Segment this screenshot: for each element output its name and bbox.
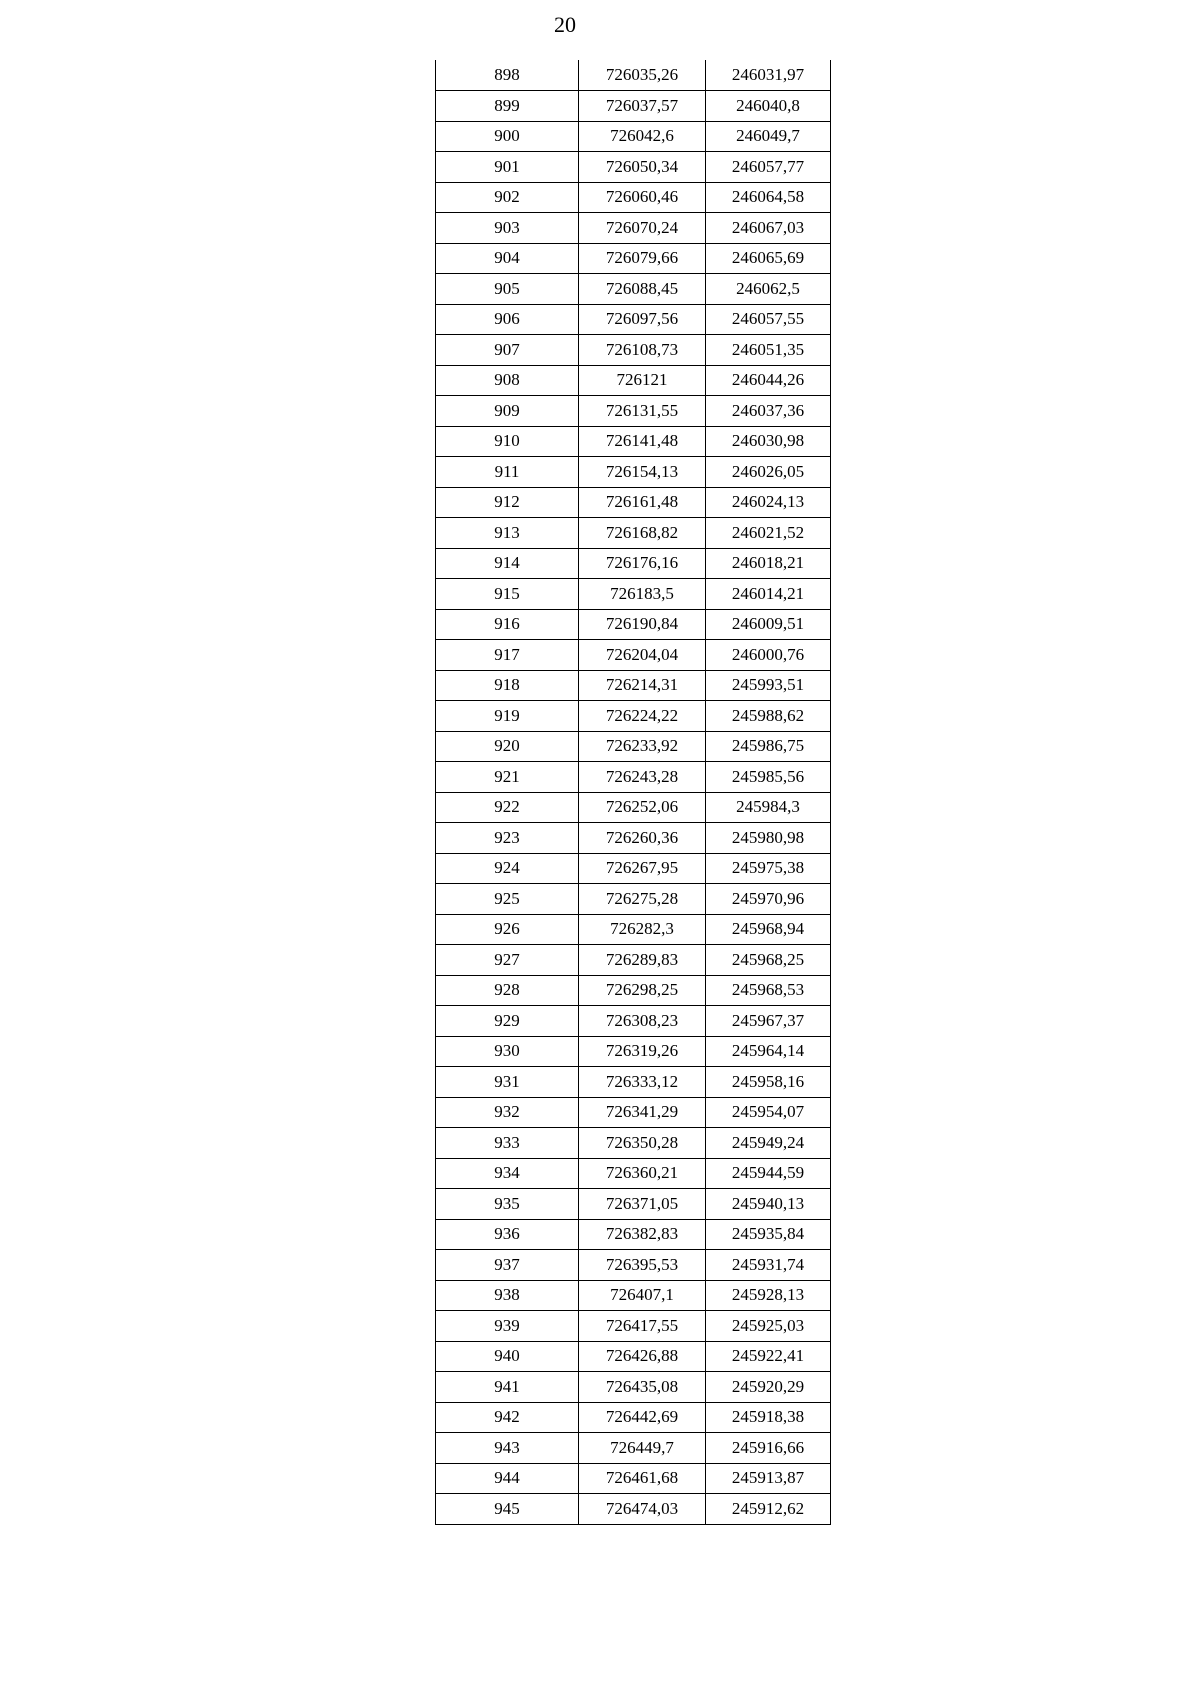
table-row [436,1433,831,1464]
point-number-cell: 928 [436,975,579,1006]
table-row [436,1097,831,1128]
point-number-cell: 920 [436,731,579,762]
x-coordinate-cell: 726417,55 [579,1311,706,1342]
point-number-cell: 898 [436,60,579,91]
y-coordinate-cell: 246057,55 [706,304,831,335]
x-coordinate-cell: 726442,69 [579,1402,706,1433]
y-coordinate-cell: 246065,69 [706,243,831,274]
point-number-cell: 940 [436,1341,579,1372]
y-coordinate-cell: 245968,53 [706,975,831,1006]
x-coordinate-cell: 726395,53 [579,1250,706,1281]
table-row [436,853,831,884]
x-coordinate-cell: 726474,03 [579,1494,706,1525]
table-row [436,701,831,732]
y-coordinate-cell: 246049,7 [706,121,831,152]
table-row [436,1494,831,1525]
point-number-cell: 936 [436,1219,579,1250]
point-number-cell: 943 [436,1433,579,1464]
coordinates-table-body [436,60,831,1524]
y-coordinate-cell: 245916,66 [706,1433,831,1464]
y-coordinate-cell: 246018,21 [706,548,831,579]
x-coordinate-cell: 726079,66 [579,243,706,274]
x-coordinate-cell: 726260,36 [579,823,706,854]
y-coordinate-cell: 245958,16 [706,1067,831,1098]
table-row [436,914,831,945]
y-coordinate-cell: 245925,03 [706,1311,831,1342]
x-coordinate-cell: 726371,05 [579,1189,706,1220]
y-coordinate-cell: 245968,94 [706,914,831,945]
point-number-cell: 941 [436,1372,579,1403]
x-coordinate-cell: 726070,24 [579,213,706,244]
table-row [436,426,831,457]
y-coordinate-cell: 245935,84 [706,1219,831,1250]
y-coordinate-cell: 246062,5 [706,274,831,305]
y-coordinate-cell: 245944,59 [706,1158,831,1189]
point-number-cell: 929 [436,1006,579,1037]
point-number-cell: 908 [436,365,579,396]
point-number-cell: 924 [436,853,579,884]
table-row [436,1128,831,1159]
table-row [436,792,831,823]
y-coordinate-cell: 245922,41 [706,1341,831,1372]
x-coordinate-cell: 726350,28 [579,1128,706,1159]
x-coordinate-cell: 726141,48 [579,426,706,457]
x-coordinate-cell: 726037,57 [579,91,706,122]
point-number-cell: 915 [436,579,579,610]
point-number-cell: 914 [436,548,579,579]
coordinates-table [435,60,831,1525]
table-row [436,1036,831,1067]
x-coordinate-cell: 726190,84 [579,609,706,640]
x-coordinate-cell: 726298,25 [579,975,706,1006]
x-coordinate-cell: 726426,88 [579,1341,706,1372]
y-coordinate-cell: 245980,98 [706,823,831,854]
point-number-cell: 901 [436,152,579,183]
table-row [436,335,831,366]
table-row [436,1067,831,1098]
x-coordinate-cell: 726168,82 [579,518,706,549]
point-number-cell: 932 [436,1097,579,1128]
x-coordinate-cell: 726224,22 [579,701,706,732]
x-coordinate-cell: 726121 [579,365,706,396]
point-number-cell: 922 [436,792,579,823]
y-coordinate-cell: 246021,52 [706,518,831,549]
table-row [436,1219,831,1250]
x-coordinate-cell: 726050,34 [579,152,706,183]
point-number-cell: 926 [436,914,579,945]
point-number-cell: 916 [436,609,579,640]
point-number-cell: 937 [436,1250,579,1281]
point-number-cell: 942 [436,1402,579,1433]
table-row [436,1250,831,1281]
x-coordinate-cell: 726214,31 [579,670,706,701]
x-coordinate-cell: 726289,83 [579,945,706,976]
table-row [436,365,831,396]
x-coordinate-cell: 726176,16 [579,548,706,579]
y-coordinate-cell: 245940,13 [706,1189,831,1220]
table-row [436,304,831,335]
x-coordinate-cell: 726341,29 [579,1097,706,1128]
page-number: 20 [554,12,576,37]
y-coordinate-cell: 245912,62 [706,1494,831,1525]
table-row [436,1341,831,1372]
x-coordinate-cell: 726319,26 [579,1036,706,1067]
table-row [436,945,831,976]
y-coordinate-cell: 246051,35 [706,335,831,366]
point-number-cell: 903 [436,213,579,244]
y-coordinate-cell: 245918,38 [706,1402,831,1433]
x-coordinate-cell: 726282,3 [579,914,706,945]
table-row [436,609,831,640]
point-number-cell: 935 [436,1189,579,1220]
point-number-cell: 925 [436,884,579,915]
table-row [436,1463,831,1494]
x-coordinate-cell: 726435,08 [579,1372,706,1403]
point-number-cell: 904 [436,243,579,274]
y-coordinate-cell: 246067,03 [706,213,831,244]
point-number-cell: 933 [436,1128,579,1159]
table-row [436,243,831,274]
point-number-cell: 900 [436,121,579,152]
point-number-cell: 907 [436,335,579,366]
x-coordinate-cell: 726154,13 [579,457,706,488]
y-coordinate-cell: 246037,36 [706,396,831,427]
table-row [436,579,831,610]
point-number-cell: 930 [436,1036,579,1067]
point-number-cell: 902 [436,182,579,213]
table-row [436,1372,831,1403]
table-row [436,1311,831,1342]
point-number-cell: 919 [436,701,579,732]
x-coordinate-cell: 726060,46 [579,182,706,213]
x-coordinate-cell: 726183,5 [579,579,706,610]
y-coordinate-cell: 246014,21 [706,579,831,610]
point-number-cell: 912 [436,487,579,518]
table-row [436,1280,831,1311]
y-coordinate-cell: 246000,76 [706,640,831,671]
x-coordinate-cell: 726131,55 [579,396,706,427]
y-coordinate-cell: 246044,26 [706,365,831,396]
point-number-cell: 913 [436,518,579,549]
point-number-cell: 934 [436,1158,579,1189]
table-row [436,91,831,122]
y-coordinate-cell: 245975,38 [706,853,831,884]
table-row [436,457,831,488]
point-number-cell: 906 [436,304,579,335]
x-coordinate-cell: 726461,68 [579,1463,706,1494]
x-coordinate-cell: 726042,6 [579,121,706,152]
y-coordinate-cell: 245954,07 [706,1097,831,1128]
table-row [436,213,831,244]
table-row [436,60,831,91]
table-row [436,487,831,518]
y-coordinate-cell: 245920,29 [706,1372,831,1403]
y-coordinate-cell: 245949,24 [706,1128,831,1159]
x-coordinate-cell: 726088,45 [579,274,706,305]
y-coordinate-cell: 245964,14 [706,1036,831,1067]
y-coordinate-cell: 245993,51 [706,670,831,701]
point-number-cell: 921 [436,762,579,793]
y-coordinate-cell: 245928,13 [706,1280,831,1311]
x-coordinate-cell: 726407,1 [579,1280,706,1311]
y-coordinate-cell: 245913,87 [706,1463,831,1494]
point-number-cell: 923 [436,823,579,854]
y-coordinate-cell: 246009,51 [706,609,831,640]
y-coordinate-cell: 245984,3 [706,792,831,823]
y-coordinate-cell: 246064,58 [706,182,831,213]
x-coordinate-cell: 726382,83 [579,1219,706,1250]
point-number-cell: 927 [436,945,579,976]
table-row [436,640,831,671]
y-coordinate-cell: 246031,97 [706,60,831,91]
table-row [436,274,831,305]
point-number-cell: 939 [436,1311,579,1342]
table-row [436,1189,831,1220]
y-coordinate-cell: 246030,98 [706,426,831,457]
table-row [436,823,831,854]
x-coordinate-cell: 726308,23 [579,1006,706,1037]
y-coordinate-cell: 246040,8 [706,91,831,122]
table-row [436,396,831,427]
point-number-cell: 905 [436,274,579,305]
table-row [436,1006,831,1037]
point-number-cell: 911 [436,457,579,488]
y-coordinate-cell: 245967,37 [706,1006,831,1037]
y-coordinate-cell: 245968,25 [706,945,831,976]
y-coordinate-cell: 246024,13 [706,487,831,518]
x-coordinate-cell: 726204,04 [579,640,706,671]
table-row [436,548,831,579]
x-coordinate-cell: 726267,95 [579,853,706,884]
y-coordinate-cell: 246026,05 [706,457,831,488]
point-number-cell: 938 [436,1280,579,1311]
x-coordinate-cell: 726360,21 [579,1158,706,1189]
y-coordinate-cell: 245970,96 [706,884,831,915]
x-coordinate-cell: 726097,56 [579,304,706,335]
y-coordinate-cell: 245985,56 [706,762,831,793]
table-row [436,152,831,183]
point-number-cell: 909 [436,396,579,427]
x-coordinate-cell: 726108,73 [579,335,706,366]
y-coordinate-cell: 245988,62 [706,701,831,732]
table-row [436,518,831,549]
x-coordinate-cell: 726275,28 [579,884,706,915]
table-row [436,1402,831,1433]
point-number-cell: 944 [436,1463,579,1494]
x-coordinate-cell: 726233,92 [579,731,706,762]
table-row [436,884,831,915]
table-row [436,670,831,701]
point-number-cell: 945 [436,1494,579,1525]
table-row [436,762,831,793]
table-row [436,975,831,1006]
x-coordinate-cell: 726333,12 [579,1067,706,1098]
point-number-cell: 899 [436,91,579,122]
y-coordinate-cell: 245986,75 [706,731,831,762]
x-coordinate-cell: 726252,06 [579,792,706,823]
x-coordinate-cell: 726035,26 [579,60,706,91]
x-coordinate-cell: 726161,48 [579,487,706,518]
x-coordinate-cell: 726243,28 [579,762,706,793]
y-coordinate-cell: 246057,77 [706,152,831,183]
point-number-cell: 931 [436,1067,579,1098]
table-row [436,121,831,152]
table-row [436,731,831,762]
point-number-cell: 918 [436,670,579,701]
point-number-cell: 917 [436,640,579,671]
x-coordinate-cell: 726449,7 [579,1433,706,1464]
y-coordinate-cell: 245931,74 [706,1250,831,1281]
point-number-cell: 910 [436,426,579,457]
table-row [436,1158,831,1189]
table-row [436,182,831,213]
